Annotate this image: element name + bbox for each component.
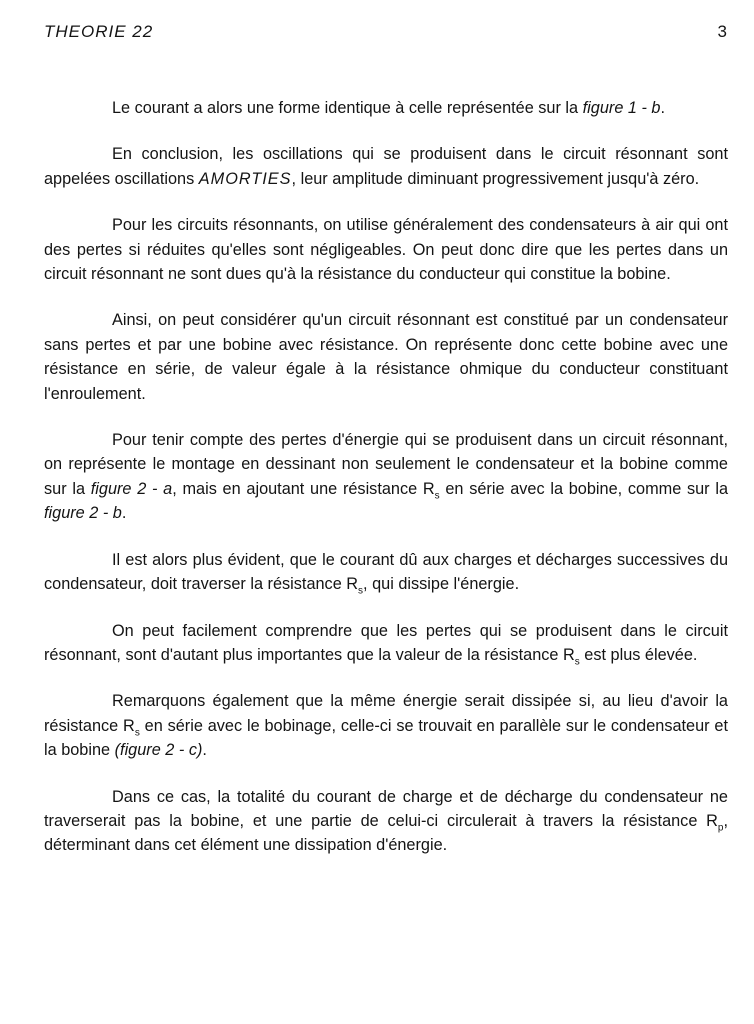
paragraph-1	[44, 96, 728, 120]
paragraph-2	[44, 142, 728, 191]
paragraph-7	[44, 619, 728, 668]
text-run: Il est alors plus évident, que le courant dû aux charges et décharges successives du condensateur, doit traverser la résistance R	[44, 550, 728, 594]
text-run: Le courant a alors une forme identique à celle représentée sur la	[112, 99, 583, 117]
document-title: THEORIE 22	[44, 22, 154, 41]
text-run: , leur amplitude diminuant progressivement jusqu'à zéro.	[291, 169, 700, 188]
body-text	[44, 96, 728, 880]
text-run: .	[202, 741, 207, 760]
text-run: Dans ce cas, la totalité du courant de charge et de décharge du condensateur ne traverserait pas la bobine, et une partie de celui-ci circulerait à travers la résistance R	[44, 787, 728, 830]
text-run: en série avec le bobinage, celle-ci se trouvait en parallèle sur le condensateur et la bobine	[44, 716, 728, 760]
figure-reference: figure 1 - b	[582, 99, 661, 117]
text-run: En conclusion, les oscillations qui se produisent dans le circuit résonnant sont appelées oscillations	[44, 145, 728, 188]
text-run: , qui dissipe l'énergie.	[363, 575, 520, 594]
text-run: .	[121, 504, 127, 523]
paragraph-8	[44, 689, 728, 762]
figure-reference: figure 2 - b	[44, 504, 122, 523]
subscript: s	[434, 490, 440, 502]
text-run: On peut facilement comprendre que les pertes qui se produisent dans le circuit résonnant, sont d'autant plus importantes que la valeur de la résistance R	[44, 621, 728, 664]
page-number: 3	[717, 22, 728, 41]
text-run: .	[660, 99, 666, 117]
figure-reference: figure 2 - a	[90, 479, 173, 498]
text-run: Remarquons également que la même énergie serait dissipée si, au lieu d'avoir la résistance R	[44, 692, 728, 735]
subscript: s	[134, 726, 140, 738]
subscript: s	[574, 656, 580, 668]
page-header	[44, 22, 728, 46]
text-run: , déterminant dans cet élément une dissipation d'énergie.	[44, 811, 728, 855]
text-run: , mais en ajoutant une résistance R	[172, 479, 435, 498]
text-run: Pour tenir compte des pertes d'énergie qui se produisent dans un circuit résonnant, on représente le montage en dessinant non seulement le condensateur et la bobine comme sur la	[44, 431, 728, 498]
subscript: s	[358, 585, 364, 597]
paragraph-3: Pour les circuits résonnants, on utilise généralement des condensateurs à air qui ont des pertes si réduites qu'elles sont négligeables. On peut donc dire que les pertes dans un circuit résonnant ne sont dues qu'à la résistance du conducteur qui constitue la bobine.	[44, 216, 728, 284]
figure-reference: (figure 2 - c)	[114, 741, 203, 760]
paragraph-9	[44, 785, 728, 858]
paragraph-6	[44, 548, 728, 597]
text-run: en série avec la bobine, comme sur la	[439, 479, 728, 498]
emphasized-term: AMORTIES	[198, 169, 292, 188]
paragraph-4: Ainsi, on peut considérer qu'un circuit résonnant est constitué par un condensateur sans pertes et par une bobine avec résistance. On représente donc cette bobine avec une résistance en série, de valeur égale à la résistance ohmique du conducteur constituant l'enroulement.	[44, 311, 728, 403]
paragraph-5	[44, 428, 728, 526]
subscript: p	[717, 822, 724, 834]
text-run: est plus élevée.	[579, 645, 698, 664]
